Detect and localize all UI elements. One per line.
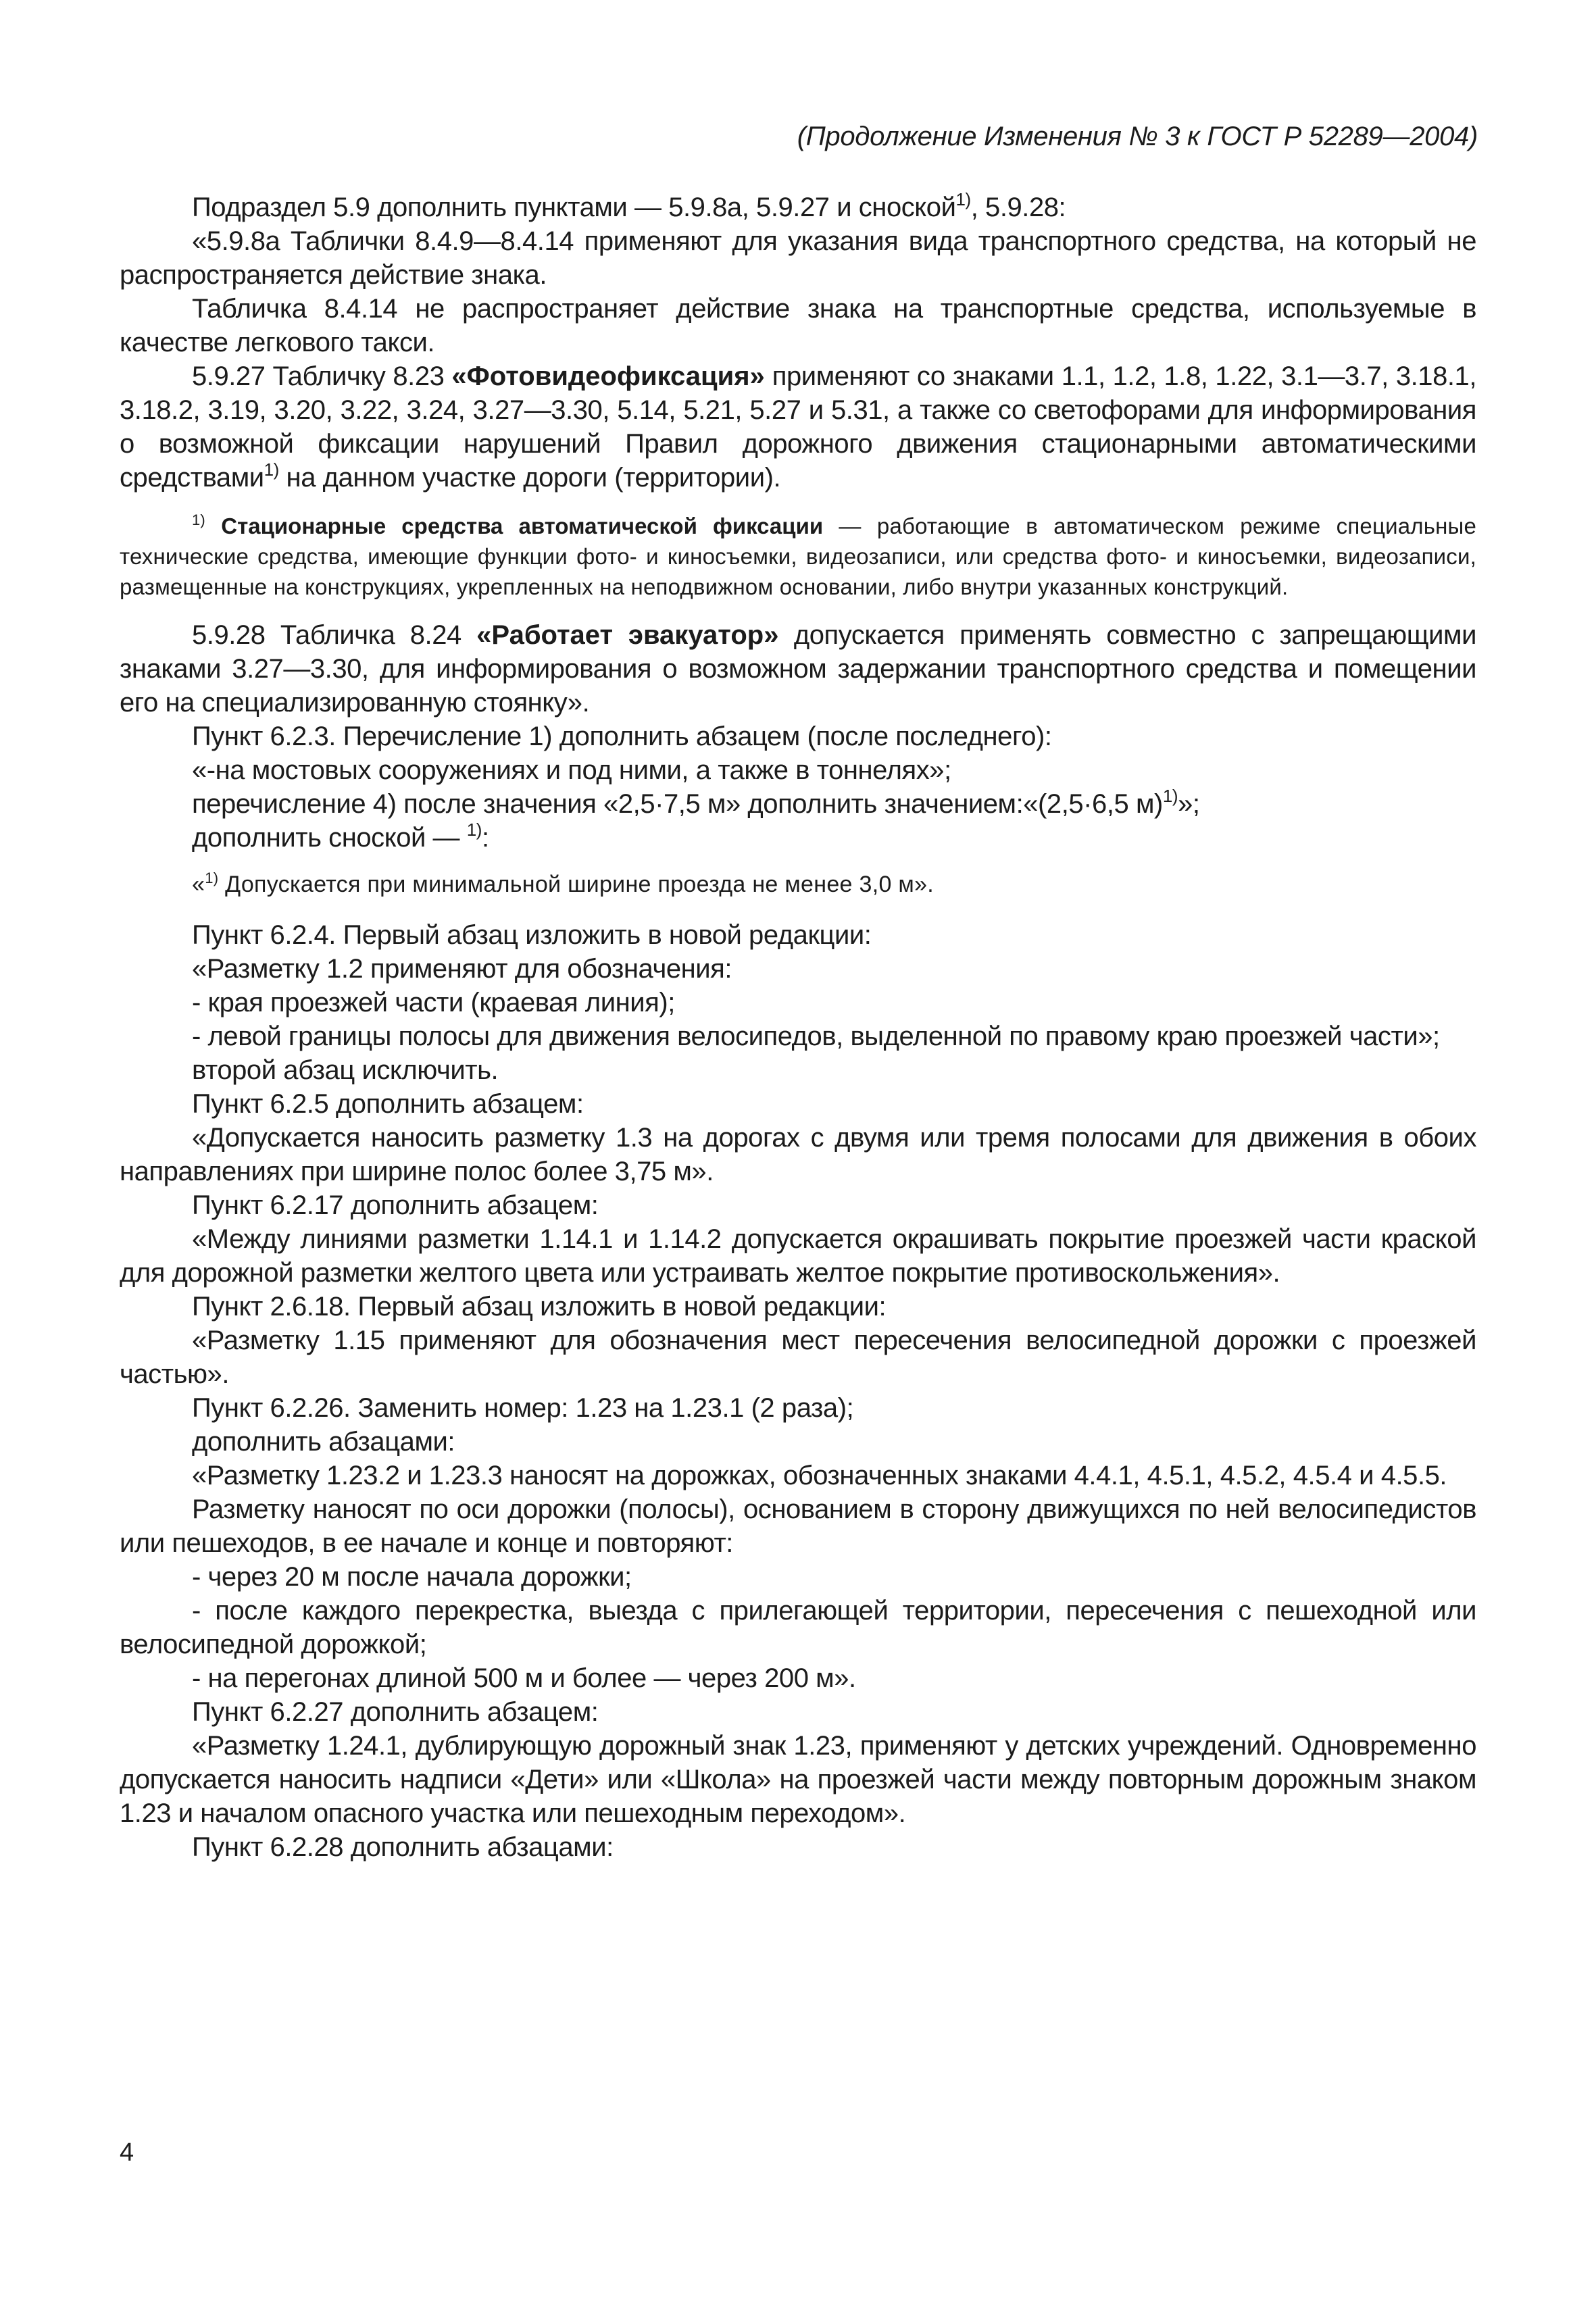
paragraph-4 — [120, 359, 1476, 495]
paragraph-14: второй абзац исключить. — [192, 1055, 499, 1085]
footnote-mark: 1) — [1162, 786, 1178, 806]
paragraph-22: дополнить абзацами: — [192, 1427, 455, 1457]
text: , 5.9.28: — [970, 193, 1066, 222]
text: перечисление 4) после значения «2,5·7,5 м» дополнить значением:«(2,5·6,5 м) — [192, 789, 1163, 819]
paragraph-16: «Допускается наносить разметку 1.3 на дорогах с двумя или тремя полосами для движения в обоих направлениях при ширине полос более 3,75 м». — [120, 1123, 1476, 1186]
paragraph-24: Разметку наносят по оси дорожки (полосы), основанием в сторону движущихся по ней велосипедистов или пешеходов, в ее начале и конце и повторяют: — [120, 1494, 1476, 1558]
text: применяют со знаками 1.1, 1.2, 1.8, 1.22, 3.1—3.7, 3.18.1, 3.18.2, 3.19, 3.20, 3.22, 3.24, 3.27—3.30, 5.14, 5.21, 5.27 и 5.31, а также со светофорами для информирования о возможной фиксации нарушений Правил дорожного движения стационарными автоматическими средствами — [120, 361, 1476, 493]
text: 5.9.27 Табличку 8.23 — [192, 361, 452, 391]
page-number: 4 — [120, 2138, 134, 2167]
paragraph-15: Пункт 6.2.5 дополнить абзацем: — [192, 1089, 584, 1119]
bold-term: «Фотовидеофиксация» — [451, 361, 765, 391]
footnote-mark: 1) — [955, 189, 971, 209]
paragraph-20: «Разметку 1.15 применяют для обозначения мест пересечения велосипедной дорожки с проезжей частью». — [120, 1326, 1476, 1389]
bold-term: «Работает эвакуатор» — [476, 620, 779, 650]
footnote-mark: 1) — [205, 870, 219, 886]
footnote-mark: 1) — [192, 511, 205, 528]
paragraph-2: «5.9.8а Таблички 8.4.9—8.4.14 применяют для указания вида транспортного средства, на который не распространяется действие знака. — [120, 226, 1476, 290]
footnote — [120, 511, 1476, 602]
text: на данном участке дороги (территории). — [278, 463, 781, 493]
paragraph-25: - через 20 м после начала дорожки; — [192, 1562, 632, 1592]
bold-term: Стационарные средства автоматической фиксации — [221, 513, 824, 538]
text: допускается применять совместно с запрещающими знаками 3.27—3.30, для информирования о возможном задержании транспортного средства и помещении его на специализированную стоянку». — [120, 620, 1476, 718]
paragraph-7: «-на мостовых сооружениях и под ними, а также в тоннелях»; — [192, 755, 951, 785]
paragraph-29: «Разметку 1.24.1, дублирующую дорожный знак 1.23, применяют у детских учреждений. Одновременно допускается наносить надписи «Дети» или «Школа» на проезжей части между повторным дорожным знаком 1.23 и началом опасного участка или пешеходным переходом». — [120, 1731, 1476, 1828]
paragraph-9 — [120, 821, 1476, 855]
paragraph-26: - после каждого перекрестка, выезда с прилегающей территории, пересечения с пешеходной или велосипедной дорожкой; — [120, 1596, 1476, 1659]
text: Подраздел 5.9 дополнить пунктами — 5.9.8а, 5.9.27 и сноской — [192, 193, 956, 222]
paragraph-3: Табличка 8.4.14 не распространяет действие знака на транспортные средства, используемые в качестве легкового такси. — [120, 294, 1476, 357]
paragraph-6: Пункт 6.2.3. Перечисление 1) дополнить абзацем (после последнего): — [192, 722, 1052, 751]
inserted-footnote — [120, 868, 1476, 901]
text: 5.9.28 Табличка 8.24 — [192, 620, 477, 650]
text: Допускается при минимальной ширине проезда не менее 3,0 м». — [218, 872, 934, 897]
paragraph-23: «Разметку 1.23.2 и 1.23.3 наносят на дорожках, обозначенных знаками 4.4.1, 4.5.1, 4.5.2, 4.5.4 и 4.5.5. — [192, 1461, 1447, 1490]
text: : — [481, 823, 489, 853]
paragraph-18: «Между линиями разметки 1.14.1 и 1.14.2 допускается окрашивать покрытие проезжей части краской для дорожной разметки желтого цвета или устраивать желтое покрытие противоскольжения». — [120, 1224, 1476, 1288]
paragraph-11: «Разметку 1.2 применяют для обозначения: — [192, 954, 732, 984]
running-header: (Продолжение Изменения № 3 к ГОСТ Р 52289—2004) — [797, 122, 1478, 151]
paragraph-21: Пункт 6.2.26. Заменить номер: 1.23 на 1.23.1 (2 раза); — [192, 1393, 854, 1423]
text: »; — [1178, 789, 1200, 819]
paragraph-10: Пункт 6.2.4. Первый абзац изложить в новой редакции: — [192, 920, 872, 950]
text: — работающие в автоматическом режиме специальные технические средства, имеющие функции фото- и киносъемки, видеозаписи, или средства фото- и киносъемки, видеозаписи, размещенные на конструкциях, укрепленных на неподвижном основании, либо внутри указанных конструкций. — [120, 513, 1476, 599]
paragraph-30: Пункт 6.2.28 дополнить абзацами: — [192, 1832, 614, 1862]
document-body — [120, 191, 1476, 1864]
paragraph-27: - на перегонах длиной 500 м и более — через 200 м». — [192, 1663, 856, 1693]
paragraph-12: - края проезжей части (краевая линия); — [192, 988, 675, 1017]
paragraph-8 — [120, 787, 1476, 821]
paragraph-1 — [120, 191, 1476, 224]
paragraph-5 — [120, 618, 1476, 720]
paragraph-13: - левой границы полосы для движения велосипедов, выделенной по правому краю проезжей части»; — [192, 1022, 1440, 1051]
footnote-mark: 1) — [466, 820, 482, 840]
paragraph-17: Пункт 6.2.17 дополнить абзацем: — [192, 1190, 599, 1220]
footnote-mark: 1) — [264, 459, 279, 480]
paragraph-19: Пункт 2.6.18. Первый абзац изложить в новой редакции: — [192, 1292, 887, 1322]
paragraph-28: Пункт 6.2.27 дополнить абзацем: — [192, 1697, 599, 1727]
text: дополнить сноской — — [192, 823, 467, 853]
text: « — [192, 872, 205, 897]
